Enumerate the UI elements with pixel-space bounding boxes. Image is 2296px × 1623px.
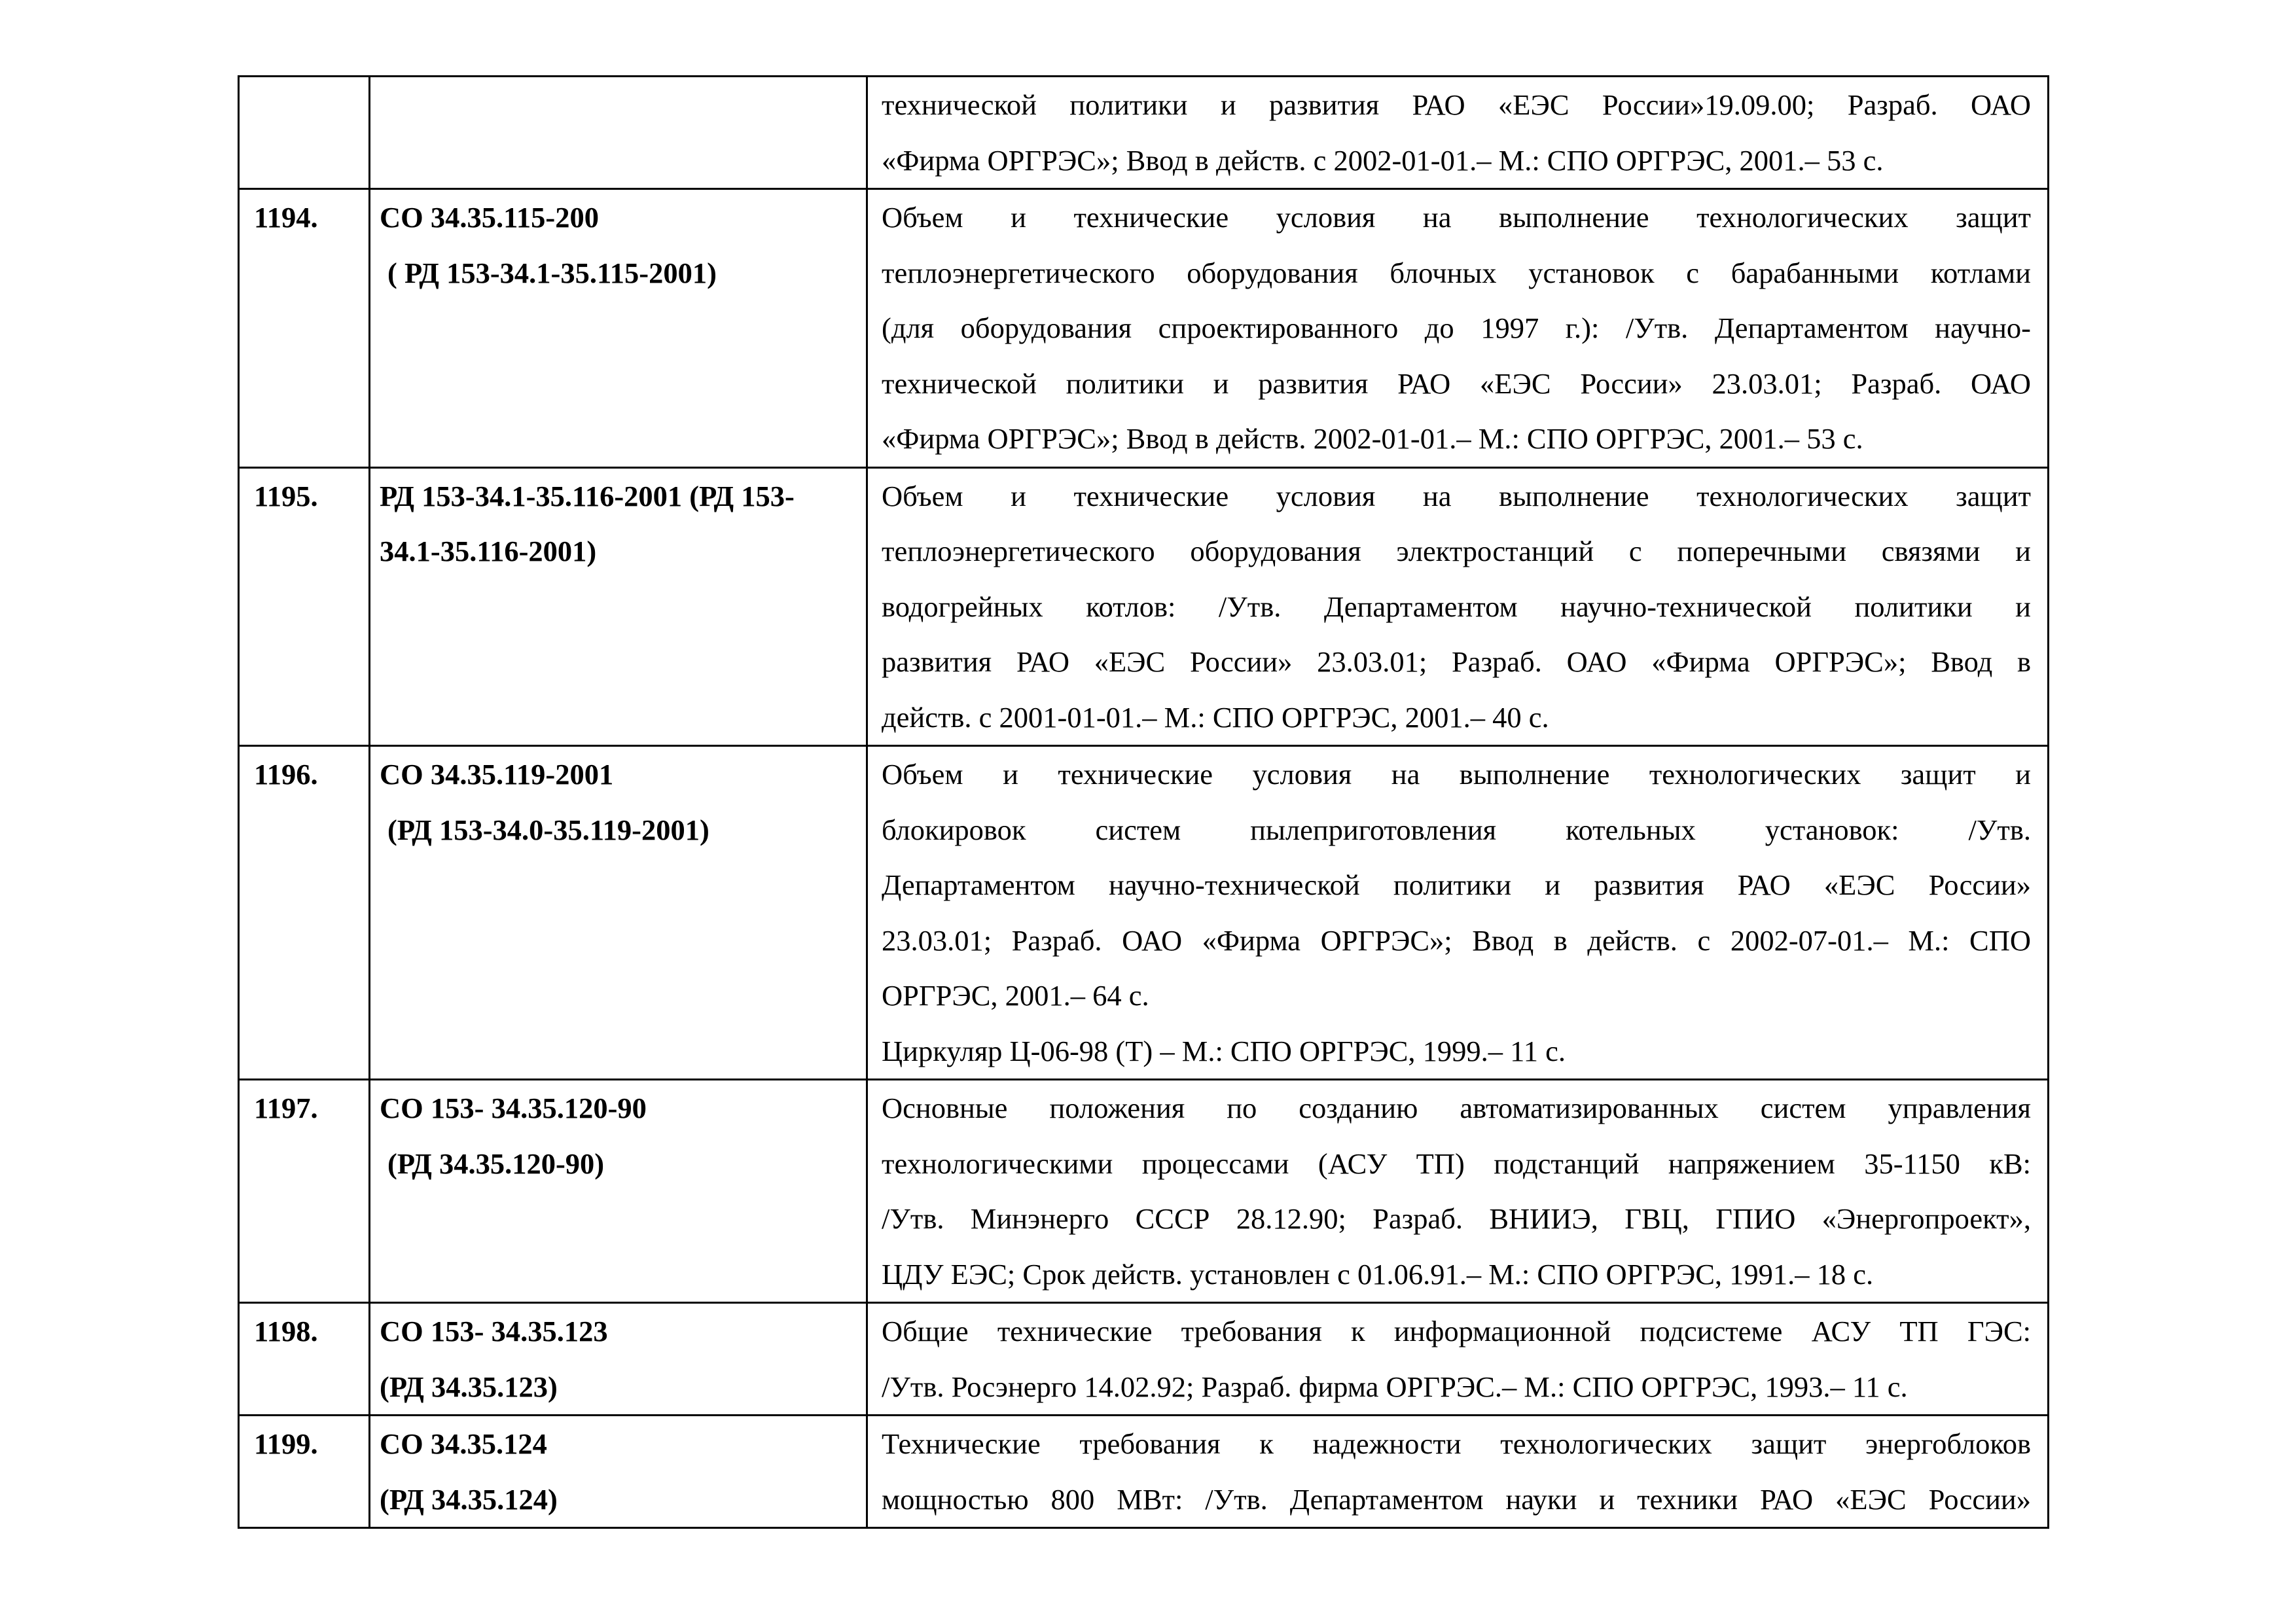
code-line: РД 153-34.1-35.116-2001 (РД 153-	[380, 479, 795, 512]
table-row	[239, 1416, 2049, 1528]
row-number	[239, 77, 370, 189]
description-line: мощностью 800 МВт: /Утв. Департаментом науки и техники РАО «ЕЭС России»	[882, 1482, 2031, 1516]
description-line: теплоэнергетического оборудования блочных установок с барабанными котлами	[882, 256, 2031, 289]
description-line: действ. с 2001-01-01.– М.: СПО ОРГРЭС, 2001.– 40 с.	[882, 700, 1549, 734]
table-row	[239, 189, 2049, 468]
code-line: (РД 34.35.124)	[380, 1482, 558, 1516]
description-line: ОРГРЭС, 2001.– 64 с.	[882, 979, 1149, 1012]
code-line: СО 34.35.119-2001	[380, 758, 614, 791]
description-line: развития РАО «ЕЭС России» 23.03.01; Разраб. ОАО «Фирма ОРГРЭС»; Ввод в	[882, 645, 2031, 678]
description-line: Объем и технические условия на выполнение технологических защит и	[882, 758, 2031, 791]
document-description	[867, 1416, 2049, 1528]
description-line: /Утв. Росэнерго 14.02.92; Разраб. фирма ОРГРЭС.– М.: СПО ОРГРЭС, 1993.– 11 с.	[882, 1370, 1908, 1403]
standards-table	[238, 75, 2049, 1529]
row-number: 1198.	[239, 1303, 370, 1416]
description-line: технической политики и развития РАО «ЕЭС России»19.09.00; Разраб. ОАО	[882, 88, 2031, 121]
table-row	[239, 1303, 2049, 1416]
table-row	[239, 746, 2049, 1080]
code-line: (РД 34.35.123)	[380, 1370, 558, 1403]
description-line: Технические требования к надежности технологических защит энергоблоков	[882, 1427, 2031, 1460]
description-line: (для оборудования спроектированного до 1997 г.): /Утв. Департаментом научно-	[882, 312, 2031, 344]
table-row	[239, 1080, 2049, 1303]
document-code	[370, 77, 867, 189]
description-line: 23.03.01; Разраб. ОАО «Фирма ОРГРЭС»; Ввод в действ. с 2002-07-01.– М.: СПО	[882, 923, 2031, 957]
description-line: теплоэнергетического оборудования электростанций с поперечными связями и	[882, 535, 2031, 567]
code-line: 34.1-35.116-2001)	[380, 535, 597, 567]
description-line: ЦДУ ЕЭС; Срок действ. установлен с 01.06.91.– М.: СПО ОРГРЭС, 1991.– 18 с.	[882, 1257, 1874, 1291]
document-description	[867, 1080, 2049, 1303]
code-line: (РД 34.35.120-90)	[387, 1147, 605, 1180]
document-description	[867, 467, 2049, 746]
description-line: Основные положения по созданию автоматизированных систем управления	[882, 1092, 2031, 1124]
description-line: технологическими процессами (АСУ ТП) подстанций напряжением 35-1150 кВ:	[882, 1147, 2031, 1180]
row-number: 1195.	[239, 467, 370, 746]
table-row	[239, 467, 2049, 746]
description-line: Общие технические требования к информационной подсистеме АСУ ТП ГЭС:	[882, 1315, 2031, 1347]
row-number: 1196.	[239, 746, 370, 1080]
table-row	[239, 77, 2049, 189]
description-line: Циркуляр Ц-06-98 (Т) – М.: СПО ОРГРЭС, 1999.– 11 с.	[882, 1034, 1566, 1067]
description-line: технической политики и развития РАО «ЕЭС России» 23.03.01; Разраб. ОАО	[882, 366, 2031, 400]
document-description	[867, 189, 2049, 468]
code-line: СО 153- 34.35.123	[380, 1315, 608, 1347]
document-code	[370, 1303, 867, 1416]
row-number: 1194.	[239, 189, 370, 468]
document-code	[370, 189, 867, 468]
code-line: (РД 153-34.0-35.119-2001)	[387, 813, 709, 846]
code-line: СО 153- 34.35.120-90	[380, 1092, 647, 1124]
document-code	[370, 467, 867, 746]
document-description	[867, 77, 2049, 189]
description-line: Объем и технические условия на выполнение технологических защит	[882, 479, 2031, 512]
description-line: «Фирма ОРГРЭС»; Ввод в действ. с 2002-01-01.– М.: СПО ОРГРЭС, 2001.– 53 с.	[882, 143, 1884, 177]
document-description	[867, 746, 2049, 1080]
description-line: Объем и технические условия на выполнение технологических защит	[882, 201, 2031, 234]
code-line: ( РД 153-34.1-35.115-2001)	[387, 256, 717, 289]
document-description	[867, 1303, 2049, 1416]
document-code	[370, 1080, 867, 1303]
code-line: СО 34.35.115-200	[380, 201, 599, 234]
document-code	[370, 1416, 867, 1528]
description-line: «Фирма ОРГРЭС»; Ввод в действ. 2002-01-01.– М.: СПО ОРГРЭС, 2001.– 53 с.	[882, 422, 1863, 455]
description-line: блокировок систем пылеприготовления котельных установок: /Утв.	[882, 813, 2031, 846]
document-code	[370, 746, 867, 1080]
description-line: /Утв. Минэнерго СССР 28.12.90; Разраб. ВНИИЭ, ГВЦ, ГПИО «Энергопроект»,	[882, 1202, 2031, 1235]
row-number: 1197.	[239, 1080, 370, 1303]
description-line: водогрейных котлов: /Утв. Департаментом научно-технической политики и	[882, 590, 2031, 623]
description-line: Департаментом научно-технической политики и развития РАО «ЕЭС России»	[882, 868, 2031, 901]
code-line: СО 34.35.124	[380, 1427, 547, 1460]
row-number: 1199.	[239, 1416, 370, 1528]
